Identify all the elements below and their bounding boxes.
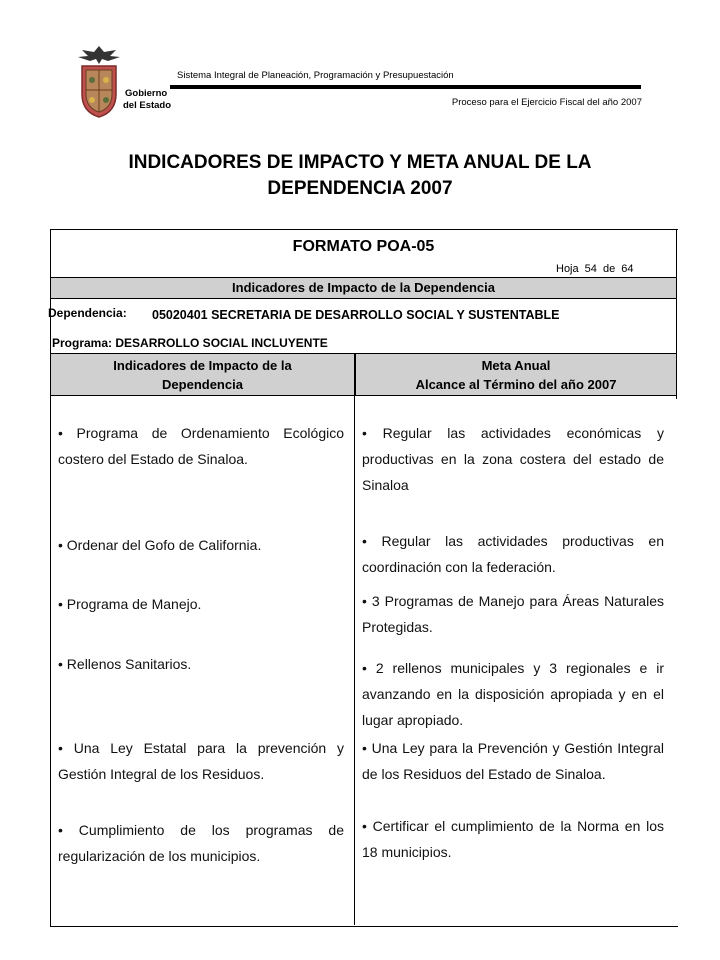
program-label: Programa: DESARROLLO SOCIAL INCLUYENTE [52, 336, 328, 350]
column-header-annual-goal [355, 353, 677, 396]
page-title [40, 150, 680, 202]
indicator-cell: • Cumplimiento de los programas de regularización de los municipios. [58, 822, 344, 864]
state-seal-icon [74, 44, 124, 120]
process-label: Proceso para el Ejercicio Fiscal del año 2007 [451, 97, 642, 108]
dependency-label: Dependencia: [48, 306, 127, 320]
dependency-value: 05020401 SECRETARIA DE DESARROLLO SOCIAL Y SUSTENTABLE [152, 308, 560, 322]
impact-indicators-bar: Indicadores de Impacto de la Dependencia [50, 277, 677, 299]
goal-cell: • Certificar el cumplimiento de la Norma en los 18 municipios. [362, 818, 664, 860]
column-header-indicators-line1: Indicadores de Impacto de la [113, 358, 292, 373]
page-title-line1: INDICADORES DE IMPACTO Y META ANUAL DE LA [128, 152, 592, 173]
goal-cell: • 3 Programas de Manejo para Áreas Naturales Protegidas. [362, 593, 664, 635]
form-code: FORMATO POA-05 [292, 238, 435, 255]
page-title-line2: DEPENDENCIA 2007 [267, 178, 453, 199]
indicator-cell: • Rellenos Sanitarios. [58, 656, 192, 672]
column-header-annual-goal-line1: Meta Anual [481, 358, 551, 373]
government-label-line1: Gobierno [125, 88, 168, 99]
indicator-cell: • Programa de Ordenamiento Ecológico costero del Estado de Sinaloa. [58, 425, 344, 467]
sheet-number: Hoja 54 de 64 [556, 263, 634, 275]
column-divider [354, 396, 355, 925]
indicator-cell: • Ordenar del Gofo de California. [58, 537, 262, 553]
column-header-indicators [50, 353, 355, 396]
goal-cell: • 2 rellenos municipales y 3 regionales e ir avanzando en la disposición apropiada y en el lugar apropiado. [362, 660, 664, 728]
indicator-cell: • Programa de Manejo. [58, 596, 202, 612]
goal-cell: • Una Ley para la Prevención y Gestión Integral de los Residuos del Estado de Sinaloa. [362, 740, 664, 782]
header-rule [170, 85, 641, 89]
indicator-cell: • Una Ley Estatal para la prevención y Gestión Integral de los Residuos. [58, 740, 344, 782]
system-name: Sistema Integral de Planeación, Programación y Presupuestación [177, 70, 454, 81]
column-header-annual-goal-line2: Alcance al Término del año 2007 [415, 377, 617, 392]
goal-cell: • Regular las actividades económicas y productivas en la zona costera del estado de Sinaloa [362, 425, 664, 493]
goal-cell: • Regular las actividades productivas en coordinación con la federación. [362, 533, 664, 575]
column-header-indicators-line2: Dependencia [162, 377, 243, 392]
government-label-line2: del Estado [123, 100, 172, 111]
